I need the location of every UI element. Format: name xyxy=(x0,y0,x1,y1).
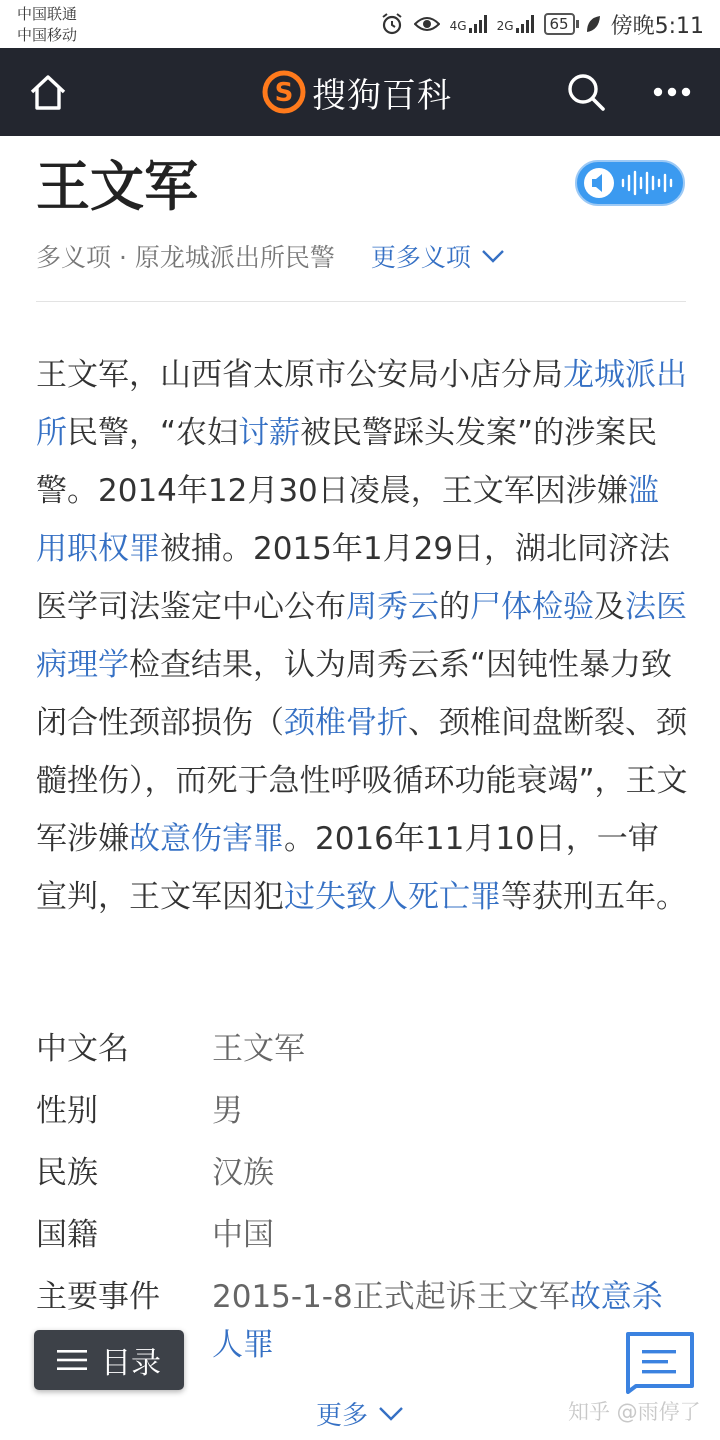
link-intentional-injury[interactable]: 故意伤害罪 xyxy=(129,821,284,857)
toc-button[interactable] xyxy=(34,1330,184,1390)
sogou-baike-logo[interactable] xyxy=(262,68,452,116)
info-label: 中文名 xyxy=(36,1031,129,1067)
info-row-gender xyxy=(36,1080,688,1142)
signal-bars-icon xyxy=(516,15,534,33)
more-meanings-label: 更多义项 xyxy=(370,243,471,272)
more-button[interactable] xyxy=(316,1392,404,1434)
logo-text: 搜狗百科 xyxy=(312,75,452,116)
network-type-2: 2G xyxy=(496,19,514,33)
watermark: 知乎 @雨停了 xyxy=(568,1400,701,1424)
sogou-logo-icon xyxy=(262,70,306,114)
page-title: 王文军 xyxy=(36,155,198,218)
carrier-2: 中国移动 xyxy=(17,26,78,44)
infobox xyxy=(36,1018,688,1369)
info-value: 王文军 xyxy=(212,1031,305,1067)
clock: 傍晚5:11 xyxy=(610,13,704,39)
divider xyxy=(36,301,686,302)
summary-text: 等获刑五年。 xyxy=(501,879,687,915)
info-row-ethnicity xyxy=(36,1142,688,1204)
search-icon[interactable] xyxy=(566,72,606,112)
summary-text: 。2016年11月10日，一审宣判，王文军因犯 xyxy=(36,821,659,915)
link-intentional-homicide[interactable]: 故意杀人罪 xyxy=(212,1279,663,1363)
summary-text: 王文军，山西省太原市公安局小店分局 xyxy=(36,357,563,393)
info-label: 民族 xyxy=(36,1155,98,1191)
info-value xyxy=(212,1266,688,1369)
signal-4g xyxy=(450,15,487,33)
link-wage-claim[interactable]: 讨薪 xyxy=(238,415,301,451)
event-text: 2015-1-8正式起诉王文军 xyxy=(212,1279,570,1315)
home-icon[interactable] xyxy=(28,72,68,112)
info-value: 中国 xyxy=(212,1217,274,1253)
status-icons xyxy=(380,8,704,40)
subtitle-row xyxy=(36,232,686,280)
network-type-1: 4G xyxy=(449,19,467,33)
summary-text: 民警，“农妇 xyxy=(67,415,239,451)
audio-play-button[interactable] xyxy=(575,160,685,206)
chevron-down-icon xyxy=(378,1406,404,1421)
summary-text: 的 xyxy=(439,589,470,625)
summary-paragraph xyxy=(36,346,688,926)
signal-2g xyxy=(497,15,534,33)
summary-text: 及 xyxy=(594,589,625,625)
app-header xyxy=(0,48,720,136)
link-zhou-xiuyun[interactable]: 周秀云 xyxy=(346,589,439,625)
summary-text: 被民警踩头发案”的涉案民警。2014年12月30日凌晨，王文军因涉嫌 xyxy=(36,415,658,509)
link-cervical-fracture[interactable]: 颈椎骨折 xyxy=(284,705,408,741)
summary-text: 检查结果，认为周秀云系“因钝性暴力致闭合性颈部损伤（ xyxy=(36,647,673,741)
toc-label: 目录 xyxy=(101,1346,161,1381)
menu-icon xyxy=(57,1349,87,1371)
info-value: 男 xyxy=(212,1093,243,1129)
eye-icon xyxy=(414,14,440,34)
more-label: 更多 xyxy=(316,1400,369,1431)
info-row-chinese-name xyxy=(36,1018,688,1080)
info-label: 性别 xyxy=(36,1093,98,1129)
carrier-info xyxy=(17,4,77,46)
carrier-1: 中国联通 xyxy=(17,5,78,23)
more-meanings-link[interactable] xyxy=(371,238,505,274)
info-row-nationality xyxy=(36,1204,688,1266)
alarm-icon xyxy=(380,12,404,36)
comment-icon[interactable] xyxy=(622,1330,696,1394)
signal-bars-icon xyxy=(469,15,487,33)
chevron-down-icon xyxy=(481,249,505,263)
battery-icon: 65 xyxy=(544,13,575,35)
speaker-waveform-icon xyxy=(577,162,683,204)
polysemy-subtitle: 多义项 · 原龙城派出所民警 xyxy=(36,243,335,272)
info-value: 汉族 xyxy=(212,1155,274,1191)
leaf-icon xyxy=(585,14,601,34)
svg-text:S: S xyxy=(274,78,294,108)
info-label: 主要事件 xyxy=(36,1279,160,1315)
link-autopsy[interactable]: 尸体检验 xyxy=(470,589,594,625)
link-longcheng-police-station[interactable]: 龙城派出所 xyxy=(36,357,687,451)
summary-text: 被捕。2015年1月29日，湖北同济法医学司法鉴定中心公布 xyxy=(36,531,671,625)
link-forensic-pathology[interactable]: 法医病理学 xyxy=(36,589,687,683)
link-abuse-of-power[interactable]: 滥用职权罪 xyxy=(36,473,659,567)
link-negligent-homicide[interactable]: 过失致人死亡罪 xyxy=(284,879,501,915)
status-bar xyxy=(0,0,720,48)
more-options-icon[interactable] xyxy=(652,86,692,98)
info-label: 国籍 xyxy=(36,1217,98,1253)
summary-text: 、颈椎间盘断裂、颈髓挫伤），而死于急性呼吸循环功能衰竭”，王文军涉嫌 xyxy=(36,705,688,857)
